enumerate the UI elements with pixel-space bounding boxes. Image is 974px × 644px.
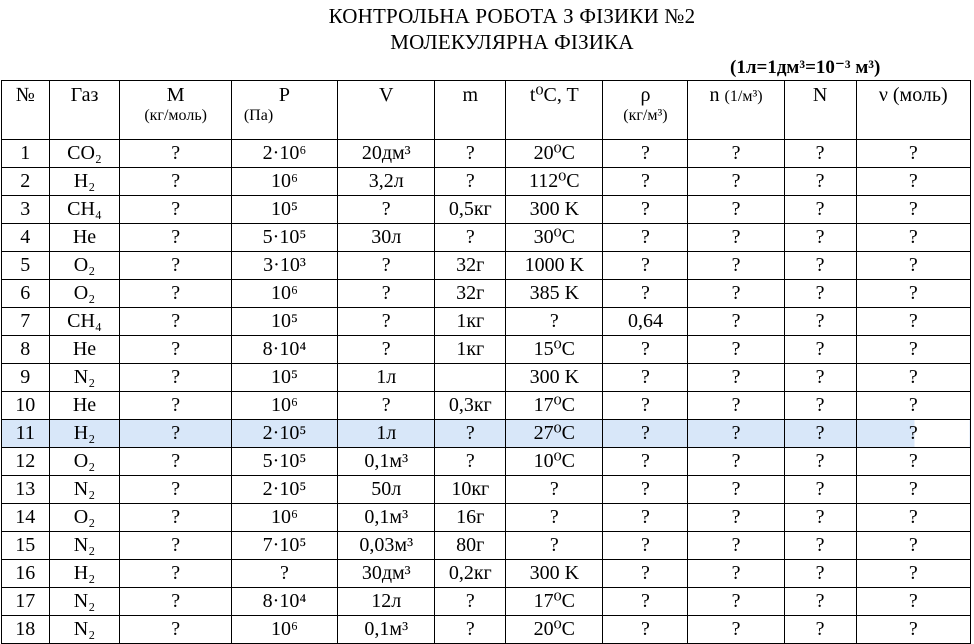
- temperature-cell: 10⁰C: [506, 448, 603, 476]
- pressure-cell: 10⁶: [231, 392, 337, 420]
- pressure-cell: 8·10⁴: [231, 336, 337, 364]
- density-cell: 0,64: [603, 308, 688, 336]
- density-cell: ?: [603, 336, 688, 364]
- particles-cell: ?: [784, 168, 856, 196]
- particles-cell: ?: [784, 252, 856, 280]
- table-row: [2, 476, 971, 504]
- volume-cell: 0,1м³: [338, 616, 435, 644]
- problems-table: [1, 80, 971, 644]
- table-row: [2, 140, 971, 168]
- volume-cell: 1л: [338, 364, 435, 392]
- table-row: [2, 392, 971, 420]
- gas-cell: N₂: [49, 616, 120, 644]
- gas-cell: He: [49, 336, 120, 364]
- pressure-cell: 2·10⁵: [231, 420, 337, 448]
- molar-mass-cell: ?: [120, 504, 231, 532]
- unit-note: (1л=1дм³=10⁻³ м³): [730, 57, 881, 78]
- row-number: 16: [2, 560, 50, 588]
- volume-cell: 1л: [338, 420, 435, 448]
- gas-cell: O₂: [49, 504, 120, 532]
- temperature-cell: 1000 K: [506, 252, 603, 280]
- pressure-cell: 10⁵: [231, 196, 337, 224]
- pressure-cell: 10⁶: [231, 504, 337, 532]
- row-number: 9: [2, 364, 50, 392]
- amount-cell: ?: [856, 252, 970, 280]
- temperature-cell: 27⁰C: [506, 420, 603, 448]
- density-cell: ?: [603, 364, 688, 392]
- col-header-particles: N: [784, 81, 856, 140]
- concentration-cell: ?: [688, 588, 784, 616]
- gas-cell: N₂: [49, 588, 120, 616]
- mass-cell: 0,3кг: [435, 392, 506, 420]
- gas-cell: H₂: [49, 420, 120, 448]
- concentration-cell: ?: [688, 616, 784, 644]
- molar-mass-cell: ?: [120, 448, 231, 476]
- temperature-cell: 17⁰C: [506, 392, 603, 420]
- mass-cell: ?: [435, 224, 506, 252]
- volume-cell: ?: [338, 336, 435, 364]
- gas-cell: He: [49, 224, 120, 252]
- row-number: 4: [2, 224, 50, 252]
- molar-mass-cell: ?: [120, 168, 231, 196]
- temperature-cell: ?: [506, 476, 603, 504]
- row-number: 8: [2, 336, 50, 364]
- temperature-cell: 20⁰C: [506, 616, 603, 644]
- temperature-cell: 300 K: [506, 364, 603, 392]
- mass-cell: 80г: [435, 532, 506, 560]
- particles-cell: ?: [784, 280, 856, 308]
- pressure-unit: (Па): [243, 107, 274, 124]
- gas-cell: N₂: [49, 532, 120, 560]
- temperature-cell: 300 K: [506, 560, 603, 588]
- density-cell: ?: [603, 168, 688, 196]
- molar-mass-cell: ?: [120, 560, 231, 588]
- volume-cell: ?: [338, 308, 435, 336]
- molar-mass-unit: (кг/моль): [144, 107, 207, 124]
- particles-cell: ?: [784, 140, 856, 168]
- volume-cell: 0,1м³: [338, 504, 435, 532]
- particles-cell: ?: [784, 560, 856, 588]
- row-number: 10: [2, 392, 50, 420]
- document-title: КОНТРОЛЬНА РОБОТА З ФІЗИКИ №2: [328, 4, 696, 28]
- density-cell: ?: [603, 196, 688, 224]
- particles-cell: ?: [784, 224, 856, 252]
- molar-mass-cell: ?: [120, 392, 231, 420]
- density-cell: ?: [603, 392, 688, 420]
- density-cell: ?: [603, 224, 688, 252]
- row-number: 12: [2, 448, 50, 476]
- temperature-cell: ?: [506, 308, 603, 336]
- gas-cell: O₂: [49, 448, 120, 476]
- table-row: [2, 588, 971, 616]
- gas-cell: CH₄: [49, 196, 120, 224]
- table-row: [2, 168, 971, 196]
- density-cell: ?: [603, 280, 688, 308]
- mass-cell: 10кг: [435, 476, 506, 504]
- gas-cell: CH₄: [49, 308, 120, 336]
- concentration-cell: ?: [688, 252, 784, 280]
- molar-mass-cell: ?: [120, 588, 231, 616]
- density-cell: ?: [603, 532, 688, 560]
- density-cell: ?: [603, 252, 688, 280]
- concentration-cell: ?: [688, 140, 784, 168]
- amount-cell: ?: [856, 420, 970, 448]
- row-number: 18: [2, 616, 50, 644]
- volume-cell: 0,03м³: [338, 532, 435, 560]
- amount-cell: ?: [856, 336, 970, 364]
- amount-cell: ?: [856, 560, 970, 588]
- mass-cell: ?: [435, 616, 506, 644]
- mass-cell: 32г: [435, 252, 506, 280]
- particles-cell: ?: [784, 392, 856, 420]
- molar-mass-cell: ?: [120, 224, 231, 252]
- gas-cell: CO₂: [49, 140, 120, 168]
- molar-mass-cell: ?: [120, 532, 231, 560]
- mass-cell: ?: [435, 168, 506, 196]
- table-row: [2, 252, 971, 280]
- temperature-cell: 20⁰C: [506, 140, 603, 168]
- pressure-cell: 7·10⁵: [231, 532, 337, 560]
- particles-cell: ?: [784, 476, 856, 504]
- volume-cell: 20дм³: [338, 140, 435, 168]
- concentration-cell: ?: [688, 308, 784, 336]
- table-row: [2, 420, 971, 448]
- mass-cell: 1кг: [435, 308, 506, 336]
- pressure-cell: 5·10⁵: [231, 224, 337, 252]
- particles-cell: ?: [784, 336, 856, 364]
- concentration-cell: ?: [688, 168, 784, 196]
- col-header-gas: Газ: [49, 81, 120, 140]
- row-number: 17: [2, 588, 50, 616]
- col-header-pressure: P (Па): [231, 81, 337, 140]
- table-row: [2, 280, 971, 308]
- concentration-cell: ?: [688, 364, 784, 392]
- temperature-cell: 17⁰C: [506, 588, 603, 616]
- concentration-cell: ?: [688, 476, 784, 504]
- amount-cell: ?: [856, 504, 970, 532]
- density-cell: ?: [603, 616, 688, 644]
- document-subtitle: МОЛЕКУЛЯРНА ФІЗИКА: [390, 30, 634, 54]
- particles-cell: ?: [784, 448, 856, 476]
- temperature-cell: 300 K: [506, 196, 603, 224]
- row-number: 6: [2, 280, 50, 308]
- mass-cell: [435, 364, 506, 392]
- row-number: 5: [2, 252, 50, 280]
- col-header-amount: ν (моль): [856, 81, 970, 140]
- amount-cell: ?: [856, 224, 970, 252]
- table-row: [2, 532, 971, 560]
- gas-cell: He: [49, 392, 120, 420]
- volume-cell: 30дм³: [338, 560, 435, 588]
- table-row: [2, 308, 971, 336]
- concentration-cell: ?: [688, 448, 784, 476]
- col-header-density: ρ (кг/м³): [603, 81, 688, 140]
- pressure-cell: 2·10⁵: [231, 476, 337, 504]
- row-number: 1: [2, 140, 50, 168]
- temperature-cell: 15⁰C: [506, 336, 603, 364]
- col-header-molar-mass: M (кг/моль): [120, 81, 231, 140]
- mass-cell: ?: [435, 140, 506, 168]
- particles-cell: ?: [784, 532, 856, 560]
- concentration-cell: ?: [688, 532, 784, 560]
- density-cell: ?: [603, 588, 688, 616]
- gas-cell: H₂: [49, 560, 120, 588]
- row-number: 11: [2, 420, 50, 448]
- gas-cell: N₂: [49, 476, 120, 504]
- pressure-cell: 5·10⁵: [231, 448, 337, 476]
- pressure-cell: ?: [231, 560, 337, 588]
- pressure-cell: 3·10³: [231, 252, 337, 280]
- concentration-cell: ?: [688, 224, 784, 252]
- mass-cell: ?: [435, 420, 506, 448]
- col-header-temperature: t⁰C, T: [506, 81, 603, 140]
- row-number: 13: [2, 476, 50, 504]
- table-row: [2, 224, 971, 252]
- temperature-cell: 385 K: [506, 280, 603, 308]
- amount-cell: ?: [856, 532, 970, 560]
- particles-cell: ?: [784, 504, 856, 532]
- concentration-cell: ?: [688, 560, 784, 588]
- row-number: 7: [2, 308, 50, 336]
- mass-cell: ?: [435, 448, 506, 476]
- density-unit: (кг/м³): [623, 107, 668, 124]
- table-row: [2, 504, 971, 532]
- table-row: [2, 448, 971, 476]
- amount-cell: ?: [856, 616, 970, 644]
- density-cell: ?: [603, 560, 688, 588]
- amount-cell: ?: [856, 308, 970, 336]
- concentration-cell: ?: [688, 280, 784, 308]
- molar-mass-cell: ?: [120, 280, 231, 308]
- density-cell: ?: [603, 448, 688, 476]
- molar-mass-cell: ?: [120, 252, 231, 280]
- amount-cell: ?: [856, 280, 970, 308]
- volume-cell: ?: [338, 392, 435, 420]
- amount-cell: ?: [856, 196, 970, 224]
- volume-cell: ?: [338, 196, 435, 224]
- concentration-unit: (1/м³): [724, 88, 763, 105]
- pressure-cell: 10⁵: [231, 364, 337, 392]
- particles-cell: ?: [784, 196, 856, 224]
- amount-cell: ?: [856, 364, 970, 392]
- gas-cell: N₂: [49, 364, 120, 392]
- particles-cell: ?: [784, 588, 856, 616]
- mass-cell: 32г: [435, 280, 506, 308]
- col-header-mass: m: [435, 81, 506, 140]
- temperature-cell: ?: [506, 504, 603, 532]
- amount-cell: ?: [856, 140, 970, 168]
- amount-cell: ?: [856, 448, 970, 476]
- table-row: [2, 196, 971, 224]
- gas-cell: O₂: [49, 280, 120, 308]
- pressure-cell: 10⁵: [231, 308, 337, 336]
- temperature-cell: ?: [506, 532, 603, 560]
- row-number: 14: [2, 504, 50, 532]
- row-number: 15: [2, 532, 50, 560]
- mass-cell: 1кг: [435, 336, 506, 364]
- amount-cell: ?: [856, 168, 970, 196]
- concentration-cell: ?: [688, 336, 784, 364]
- particles-cell: ?: [784, 616, 856, 644]
- table-row: [2, 336, 971, 364]
- gas-cell: O₂: [49, 252, 120, 280]
- density-cell: ?: [603, 140, 688, 168]
- amount-cell: ?: [856, 392, 970, 420]
- density-cell: ?: [603, 420, 688, 448]
- mass-cell: ?: [435, 588, 506, 616]
- density-cell: ?: [603, 476, 688, 504]
- amount-cell: ?: [856, 476, 970, 504]
- table-header-row: [2, 81, 971, 140]
- density-cell: ?: [603, 504, 688, 532]
- molar-mass-cell: ?: [120, 336, 231, 364]
- concentration-cell: ?: [688, 392, 784, 420]
- volume-cell: 0,1м³: [338, 448, 435, 476]
- row-number: 2: [2, 168, 50, 196]
- table-row: [2, 560, 971, 588]
- pressure-cell: 10⁶: [231, 616, 337, 644]
- mass-cell: 0,2кг: [435, 560, 506, 588]
- molar-mass-cell: ?: [120, 616, 231, 644]
- col-header-volume: V: [338, 81, 435, 140]
- concentration-cell: ?: [688, 504, 784, 532]
- row-number: 3: [2, 196, 50, 224]
- table-row: [2, 364, 971, 392]
- pressure-cell: 2·10⁶: [231, 140, 337, 168]
- pressure-cell: 8·10⁴: [231, 588, 337, 616]
- pressure-cell: 10⁶: [231, 280, 337, 308]
- volume-cell: 3,2л: [338, 168, 435, 196]
- molar-mass-cell: ?: [120, 308, 231, 336]
- molar-mass-cell: ?: [120, 476, 231, 504]
- volume-cell: ?: [338, 252, 435, 280]
- col-header-no: №: [2, 81, 50, 140]
- volume-cell: 30л: [338, 224, 435, 252]
- temperature-cell: 112⁰C: [506, 168, 603, 196]
- concentration-cell: ?: [688, 196, 784, 224]
- volume-cell: 50л: [338, 476, 435, 504]
- col-header-concentration: n (1/м³): [688, 81, 784, 140]
- volume-cell: ?: [338, 280, 435, 308]
- mass-cell: 16г: [435, 504, 506, 532]
- pressure-cell: 10⁶: [231, 168, 337, 196]
- particles-cell: ?: [784, 420, 856, 448]
- particles-cell: ?: [784, 308, 856, 336]
- concentration-cell: ?: [688, 420, 784, 448]
- molar-mass-cell: ?: [120, 420, 231, 448]
- molar-mass-cell: ?: [120, 196, 231, 224]
- table-row: [2, 616, 971, 644]
- amount-cell: ?: [856, 588, 970, 616]
- volume-cell: 12л: [338, 588, 435, 616]
- molar-mass-cell: ?: [120, 364, 231, 392]
- gas-cell: H₂: [49, 168, 120, 196]
- temperature-cell: 30⁰C: [506, 224, 603, 252]
- particles-cell: ?: [784, 364, 856, 392]
- molar-mass-cell: ?: [120, 140, 231, 168]
- mass-cell: 0,5кг: [435, 196, 506, 224]
